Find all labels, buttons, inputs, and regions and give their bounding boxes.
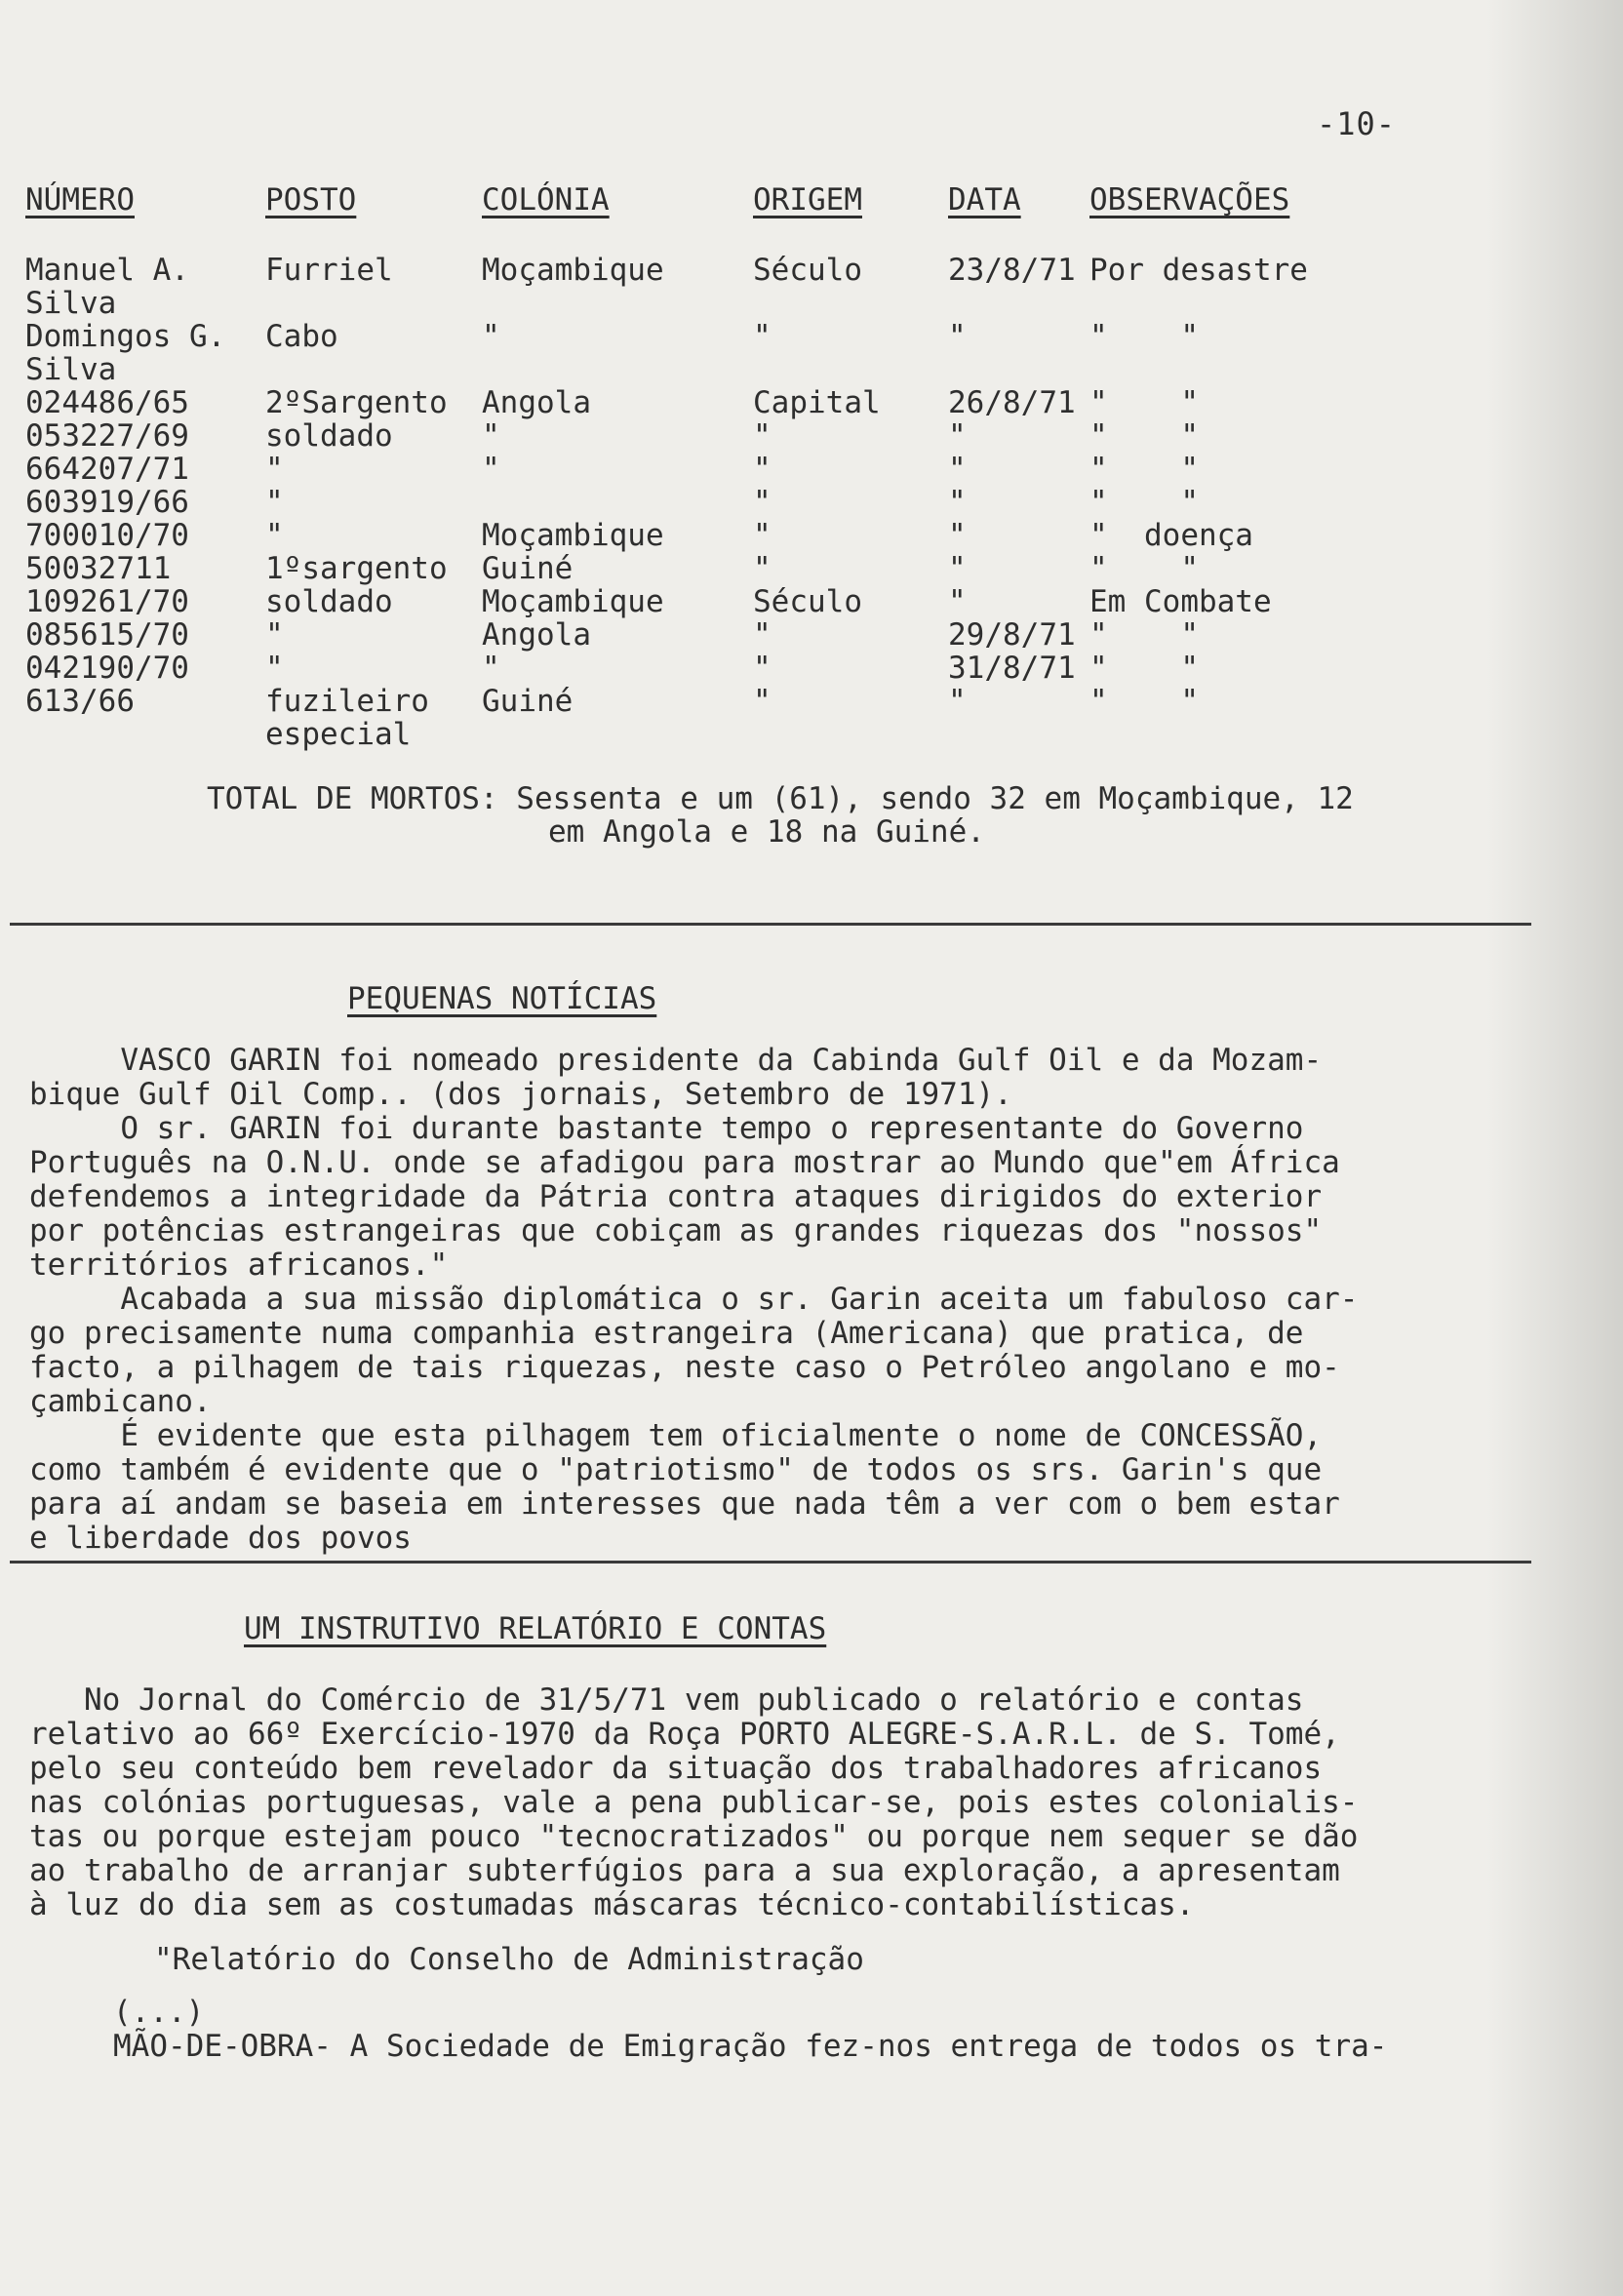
table-cell [753,718,948,751]
table-cell: Capital [753,385,881,420]
text-line: pelo seu conteúdo bem revelador da situação dos trabalhadores africanos [29,1751,1323,1786]
table-cell [482,287,753,320]
table-cell: Silva [25,352,117,387]
table-cell: 29/8/71 [948,617,1076,653]
table-row [25,618,1411,652]
ellipsis: (...) [113,1995,205,2030]
table-cell: 603919/66 [25,485,189,520]
text-line: O sr. GARIN foi durante bastante tempo o representante do Governo [29,1111,1304,1146]
table-cell: " [948,452,967,487]
table-cell [482,353,753,386]
table-cell: " [265,452,284,487]
table-cell: 085615/70 [25,617,189,653]
table-row [25,386,1411,419]
table-cell: 2ºSargento [265,385,448,420]
total-deaths [207,782,1475,849]
table-cell: 50032711 [25,551,172,586]
table-cell [25,718,265,751]
text-line: go precisamente numa companhia estrangeira (Americana) que pratica, de [29,1316,1304,1351]
section-pequenas-noticias-text [29,1044,1492,1556]
table-cell: Guiné [482,684,574,719]
section-title-relatorio: UM INSTRUTIVO RELATÓRIO E CONTAS [244,1611,827,1646]
table-cell: 26/8/71 [948,385,1076,420]
table-cell: Moçambique [482,253,664,288]
table-cell: Silva [25,286,117,321]
table-row [25,585,1411,618]
table-cell: " [753,651,772,686]
section-relatorio-text [29,1683,1492,1922]
text-line: VASCO GARIN foi nomeado presidente da Cabinda Gulf Oil e da Mozam- [29,1043,1323,1078]
total-line-2: em Angola e 18 na Guiné. [548,814,985,850]
table-cell: " doença [1089,518,1253,553]
header-origem: ORIGEM [753,182,862,218]
table-cell: " [753,617,772,653]
table-cell: " [753,485,772,520]
table-row [25,320,1411,353]
table-cell: " [948,319,967,354]
table-cell [948,718,1089,751]
header-colonia: COLÓNIA [482,182,610,218]
table-cell: 1ºsargento [265,551,448,586]
table-cell: Em Combate [1089,584,1272,619]
table-row [25,353,1411,386]
table-cell: " [948,518,967,553]
table-cell: " [482,651,500,686]
table-cell: " " [1089,418,1199,454]
table-cell: " [753,684,772,719]
divider-rule [10,923,1531,926]
text-line: Acabada a sua missão diplomática o sr. Garin aceita um fabuloso car- [29,1282,1359,1317]
table-cell: 23/8/71 [948,253,1076,288]
table-cell: " " [1089,617,1199,653]
table-cell: " [753,452,772,487]
table-cell [1089,287,1411,320]
table-cell: Cabo [265,319,338,354]
table-cell: " [482,452,500,487]
table-cell: Século [753,253,862,288]
table-cell: soldado [265,418,393,454]
table-cell: " [948,551,967,586]
text-line: No Jornal do Comércio de 31/5/71 vem publicado o relatório e contas [29,1682,1304,1718]
table-cell: " " [1089,651,1199,686]
table-row [25,287,1411,320]
table-row [25,254,1411,287]
table-cell: " [265,617,284,653]
table-cell: 613/66 [25,684,135,719]
table-cell [482,486,753,519]
text-line: como também é evidente que o "patriotismo" de todos os srs. Garin's que [29,1452,1323,1487]
text-line: relativo ao 66º Exercício-1970 da Roça PORTO ALEGRE-S.A.R.L. de S. Tomé, [29,1717,1340,1752]
table-cell [948,353,1089,386]
table-cell: Manuel A. [25,253,189,288]
table-cell [1089,353,1411,386]
table-header-row [25,183,1411,254]
table-cell [482,718,753,751]
table-cell: 109261/70 [25,584,189,619]
table-row [25,519,1411,552]
text-line: por potências estrangeiras que cobiçam as grandes riquezas dos "nossos" [29,1213,1323,1248]
table-cell: " [948,584,967,619]
table-cell: " " [1089,551,1199,586]
table-cell: " [265,485,284,520]
header-numero: NÚMERO [25,182,135,218]
page-number: -10- [1317,105,1397,142]
table-cell: Guiné [482,551,574,586]
table-cell [948,287,1089,320]
text-line: para aí andam se baseia em interesses que nada têm a ver com o bem estar [29,1486,1340,1522]
table-cell: 700010/70 [25,518,189,553]
table-cell: Século [753,584,862,619]
text-line: nas colónias portuguesas, vale a pena publicar-se, pois estes colonialis- [29,1785,1359,1820]
text-line: É evidente que esta pilhagem tem oficialmente o nome de CONCESSÃO, [29,1418,1323,1453]
table-cell: 053227/69 [25,418,189,454]
table-row [25,419,1411,453]
table-cell: soldado [265,584,393,619]
text-line: e liberdade dos povos [29,1521,412,1556]
table-row [25,552,1411,585]
text-line: çambicano. [29,1384,212,1419]
table-cell: Moçambique [482,518,664,553]
table-cell: " [753,551,772,586]
text-line: à luz do dia sem as costumadas máscaras técnico-contabilísticas. [29,1887,1195,1922]
table-cell [753,287,948,320]
table-cell: especial [265,717,412,752]
table-cell [265,287,482,320]
table-cell: " [265,518,284,553]
table-cell [265,353,482,386]
last-line: MÃO-DE-OBRA- A Sociedade de Emigração fez-nos entrega de todos os tra- [113,2029,1388,2064]
table-cell: " [482,319,500,354]
table-cell: 024486/65 [25,385,189,420]
table-cell: Angola [482,385,591,420]
table-cell: 042190/70 [25,651,189,686]
table-cell: 31/8/71 [948,651,1076,686]
table-cell: Moçambique [482,584,664,619]
table-cell: " " [1089,385,1199,420]
header-posto: POSTO [265,182,357,218]
table-row [25,652,1411,685]
table-row [25,718,1411,751]
table-cell: " [753,518,772,553]
table-body [25,254,1411,751]
table-cell: " " [1089,319,1199,354]
table-cell: " " [1089,485,1199,520]
section-title-pequenas-noticias: PEQUENAS NOTÍCIAS [347,981,657,1016]
table-cell: Domingos G. [25,319,226,354]
text-line: territórios africanos." [29,1247,449,1283]
quote-title: "Relatório do Conselho de Administração [154,1942,864,1977]
divider-rule [10,1561,1531,1564]
header-data: DATA [948,182,1021,218]
table-cell: " " [1089,684,1199,719]
table-row [25,486,1411,519]
table-cell: " [482,418,500,454]
table-cell: " " [1089,452,1199,487]
table-cell: " [948,485,967,520]
table-cell [1089,718,1411,751]
table-cell: 664207/71 [25,452,189,487]
table-cell: fuzileiro [265,684,429,719]
table-cell: " [753,418,772,454]
table-cell: " [948,684,967,719]
casualty-table [25,183,1411,751]
text-line: ao trabalho de arranjar subterfúgios para a sua exploração, a apresentam [29,1853,1340,1888]
table-cell: Por desastre [1089,253,1308,288]
table-cell: " [948,418,967,454]
text-line: bique Gulf Oil Comp.. (dos jornais, Setembro de 1971). [29,1077,1012,1112]
table-cell: Angola [482,617,591,653]
header-observacoes: OBSERVAÇÕES [1089,182,1290,218]
text-line: tas ou porque estejam pouco "tecnocratizados" ou porque nem sequer se dão [29,1819,1359,1854]
text-line: Português na O.N.U. onde se afadigou para mostrar ao Mundo que"em África [29,1145,1340,1180]
table-cell: Furriel [265,253,393,288]
table-cell [753,353,948,386]
table-row [25,453,1411,486]
table-cell: " [753,319,772,354]
text-line: defendemos a integridade da Pátria contra ataques dirigidos do exterior [29,1179,1323,1214]
table-cell: " [265,651,284,686]
text-line: facto, a pilhagem de tais riquezas, neste caso o Petróleo angolano e mo- [29,1350,1340,1385]
table-row [25,685,1411,718]
total-line-1: TOTAL DE MORTOS: Sessenta e um (61), sendo 32 em Moçambique, 12 [207,781,1354,816]
